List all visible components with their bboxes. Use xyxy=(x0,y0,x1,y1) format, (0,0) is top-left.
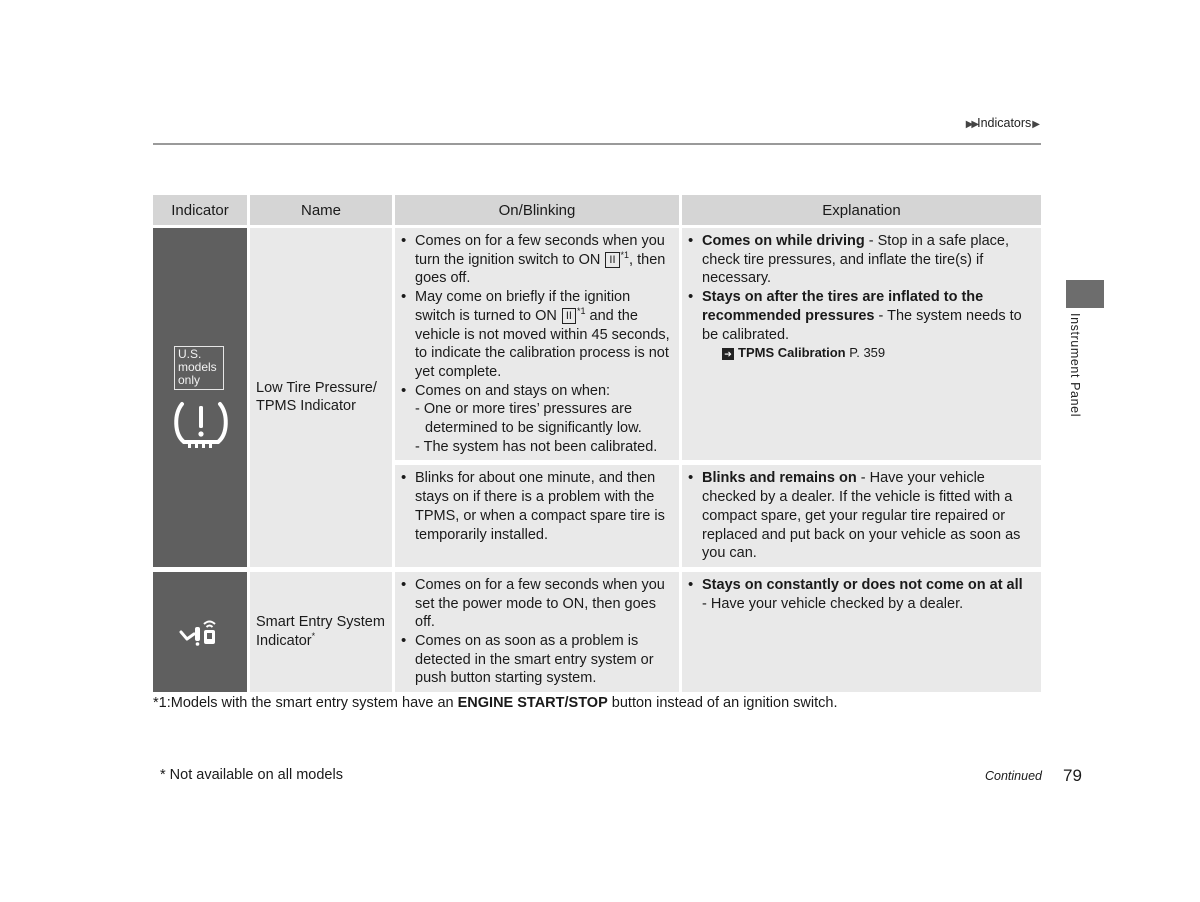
table-header-row xyxy=(153,195,1041,228)
smart-entry-explanation-cell xyxy=(682,572,1041,697)
list-item: • Stays on after the tires are inflated to the recommended pressures - The system needs to be calibrated. ➔ TPMS Calibration P. 359 xyxy=(688,288,1035,363)
us-models-badge: U.S. models only xyxy=(174,346,224,390)
header-on-blinking: On/Blinking xyxy=(395,195,682,228)
continued-label: Continued xyxy=(985,769,1042,783)
breadcrumb-label: Indicators xyxy=(977,116,1032,130)
double-triangle-icon: ▶▶ xyxy=(965,119,978,130)
list-item: • Comes on for a few seconds when you set the power mode to ON, then goes off. xyxy=(401,576,673,632)
table-row xyxy=(153,228,1041,465)
not-available-note: * Not available on all models xyxy=(160,767,343,783)
side-tab-marker xyxy=(1066,280,1104,308)
tpms-name-cell: Low Tire Pressure/ TPMS Indicator xyxy=(250,228,395,572)
smart-entry-on-cell xyxy=(395,572,682,697)
list-item: • Comes on for a few seconds when you turn the ignition switch to ON II $^{*1}$, then goes off. xyxy=(401,232,673,288)
triangle-icon: ▶ xyxy=(1032,119,1040,130)
list-item: • Stays on constantly or does not come on at all - Have your vehicle checked by a dealer. xyxy=(688,576,1035,613)
footnote: *1:Models with the smart entry system have an ENGINE START/STOP button instead of an ignition switch. xyxy=(153,695,838,711)
tpms-blink-cell xyxy=(395,465,682,572)
sub-item: - The system has not been calibrated. xyxy=(415,438,658,455)
header-rule xyxy=(153,143,1041,145)
header-indicator: Indicator xyxy=(153,195,250,228)
header-explanation: Explanation xyxy=(682,195,1041,228)
smart-entry-name-cell: Smart Entry System Indicator* xyxy=(250,572,395,697)
tpms-icon-cell xyxy=(153,228,250,572)
tpms-explanation-cell xyxy=(682,228,1041,465)
tpms-warning-icon xyxy=(172,396,230,454)
ignition-switch-symbol: II xyxy=(605,252,619,268)
tpms-calibration-link[interactable]: ➔ TPMS Calibration P. 359 xyxy=(722,344,1035,363)
reference-arrow-icon: ➔ xyxy=(722,348,734,360)
list-item: • Comes on and stays on when: - One or more tires’ pressures are determined to be significantly low. - The system has not been calibrated. xyxy=(401,382,673,457)
indicator-table xyxy=(153,195,1041,697)
sub-item: - One or more tires’ pressures are determined to be significantly low. xyxy=(415,401,642,437)
tpms-blink-explanation-cell xyxy=(682,465,1041,572)
smart-entry-icon-cell xyxy=(153,572,250,697)
breadcrumb xyxy=(966,116,1040,130)
tpms-on-cell xyxy=(395,228,682,465)
page-number: 79 xyxy=(1063,766,1082,785)
smart-entry-icon xyxy=(177,615,223,649)
table-row xyxy=(153,572,1041,697)
header-name: Name xyxy=(250,195,395,228)
list-item: • May come on briefly if the ignition switch is turned to ON II $^{*1}$ and the vehicle is not moved within 45 seconds, to indicate the calibration process is not yet complete. xyxy=(401,288,673,382)
list-item: • Comes on while driving - Stop in a safe place, check tire pressures, and inflate the tire(s) if necessary. xyxy=(688,232,1035,288)
list-item: • Blinks and remains on - Have your vehicle checked by a dealer. If the vehicle is fitted with a compact spare, get your regular tire repaired or replaced and put back on your vehicle as soon as you can. xyxy=(688,469,1035,563)
list-item: • Comes on as soon as a problem is detected in the smart entry system or push button starting system. xyxy=(401,632,673,688)
ignition-switch-symbol: II xyxy=(562,308,576,324)
list-item: • Blinks for about one minute, and then stays on if there is a problem with the TPMS, or when a compact spare tire is temporarily installed. xyxy=(401,469,673,544)
side-tab-label: Instrument Panel xyxy=(1068,313,1082,418)
